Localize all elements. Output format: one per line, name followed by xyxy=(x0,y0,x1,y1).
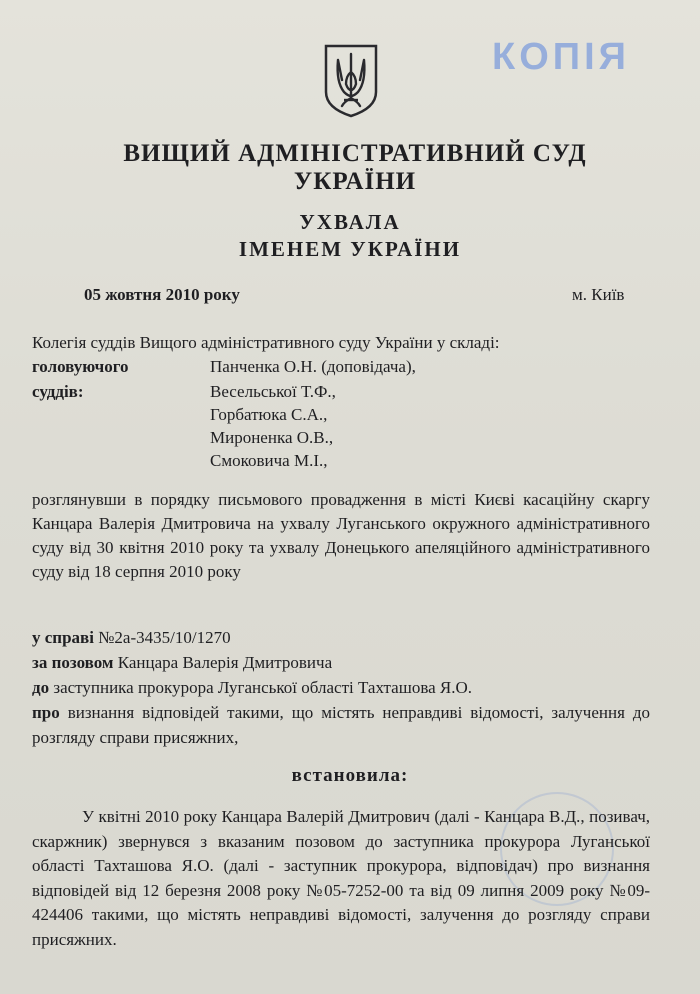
claimant: Канцара Валерія Дмитровича xyxy=(113,653,333,672)
case-label: у справі xyxy=(32,628,94,647)
title-in-name: ІМЕНЕМ УКРАЇНИ xyxy=(238,237,462,261)
judge-name: Панченка О.Н. (доповідача), xyxy=(210,357,416,376)
claim-label: за позовом xyxy=(32,653,114,672)
case-number-line xyxy=(32,625,650,650)
claim-line xyxy=(32,650,650,675)
case-number: №2а-3435/10/1270 xyxy=(93,628,231,647)
defendant: заступника прокурора Луганської області Тахташова Я.О. xyxy=(49,678,473,697)
title-ruling: УХВАЛА xyxy=(299,210,401,234)
case-details xyxy=(32,625,650,750)
defendant-label: до xyxy=(32,678,50,697)
subject: визнання відповідей такими, що містять неправдиві відомості, залучення до розгляду справи присяжних, xyxy=(32,703,650,747)
judge-name: Мироненка О.В., xyxy=(210,428,334,447)
court-name: ВИЩИЙ АДМІНІСТРАТИВНИЙ СУД УКРАЇНИ xyxy=(123,140,587,195)
considered-paragraph: розглянувши в порядку письмового провадження в місті Києві касаційну скаргу Канцара Валерія Дмитровича на ухвалу Луганського окружного адміністративного суду від 30 квітня 2010 року та ухвалу Донецького апеляційного адміністративного суду від 18 серпня 2010 року xyxy=(32,490,650,581)
document-city: м. Київ xyxy=(572,285,625,304)
established-heading: встановила: xyxy=(291,765,409,786)
panel-intro: Колегія суддів Вищого адміністративного суду України у складі: xyxy=(32,333,500,352)
body-paragraph: У квітні 2010 року Канцара Валерій Дмитрович (далі - Канцара В.Д., позивач, скаржник) звернувся з вказаним позовом до заступника прокурора Луганської області Тахташова Я.О. (далі - заступник прокурора, відповідач) про визнання відповідей від 12 березня 2008 року №05-7252-00 та від 09 липня 2009 року №09-424406 такими, що містять неправдиві відомості, залучення до розгляду справи присяжних. xyxy=(32,807,650,949)
trident-emblem-icon xyxy=(322,42,380,118)
subject-line xyxy=(32,700,650,750)
judge-name: Горбатюка С.А., xyxy=(210,405,328,424)
presiding-label: головуючого xyxy=(32,357,129,376)
subject-label: про xyxy=(32,703,60,722)
defendant-line xyxy=(32,675,650,700)
document-title xyxy=(0,209,700,263)
copy-stamp: КОПІЯ xyxy=(492,36,630,78)
judge-name: Весельської Т.Ф., xyxy=(210,382,336,401)
document-date: 05 жовтня 2010 року xyxy=(84,285,240,304)
judges-label: суддів: xyxy=(32,382,84,401)
judge-name: Смоковича М.І., xyxy=(210,451,328,470)
